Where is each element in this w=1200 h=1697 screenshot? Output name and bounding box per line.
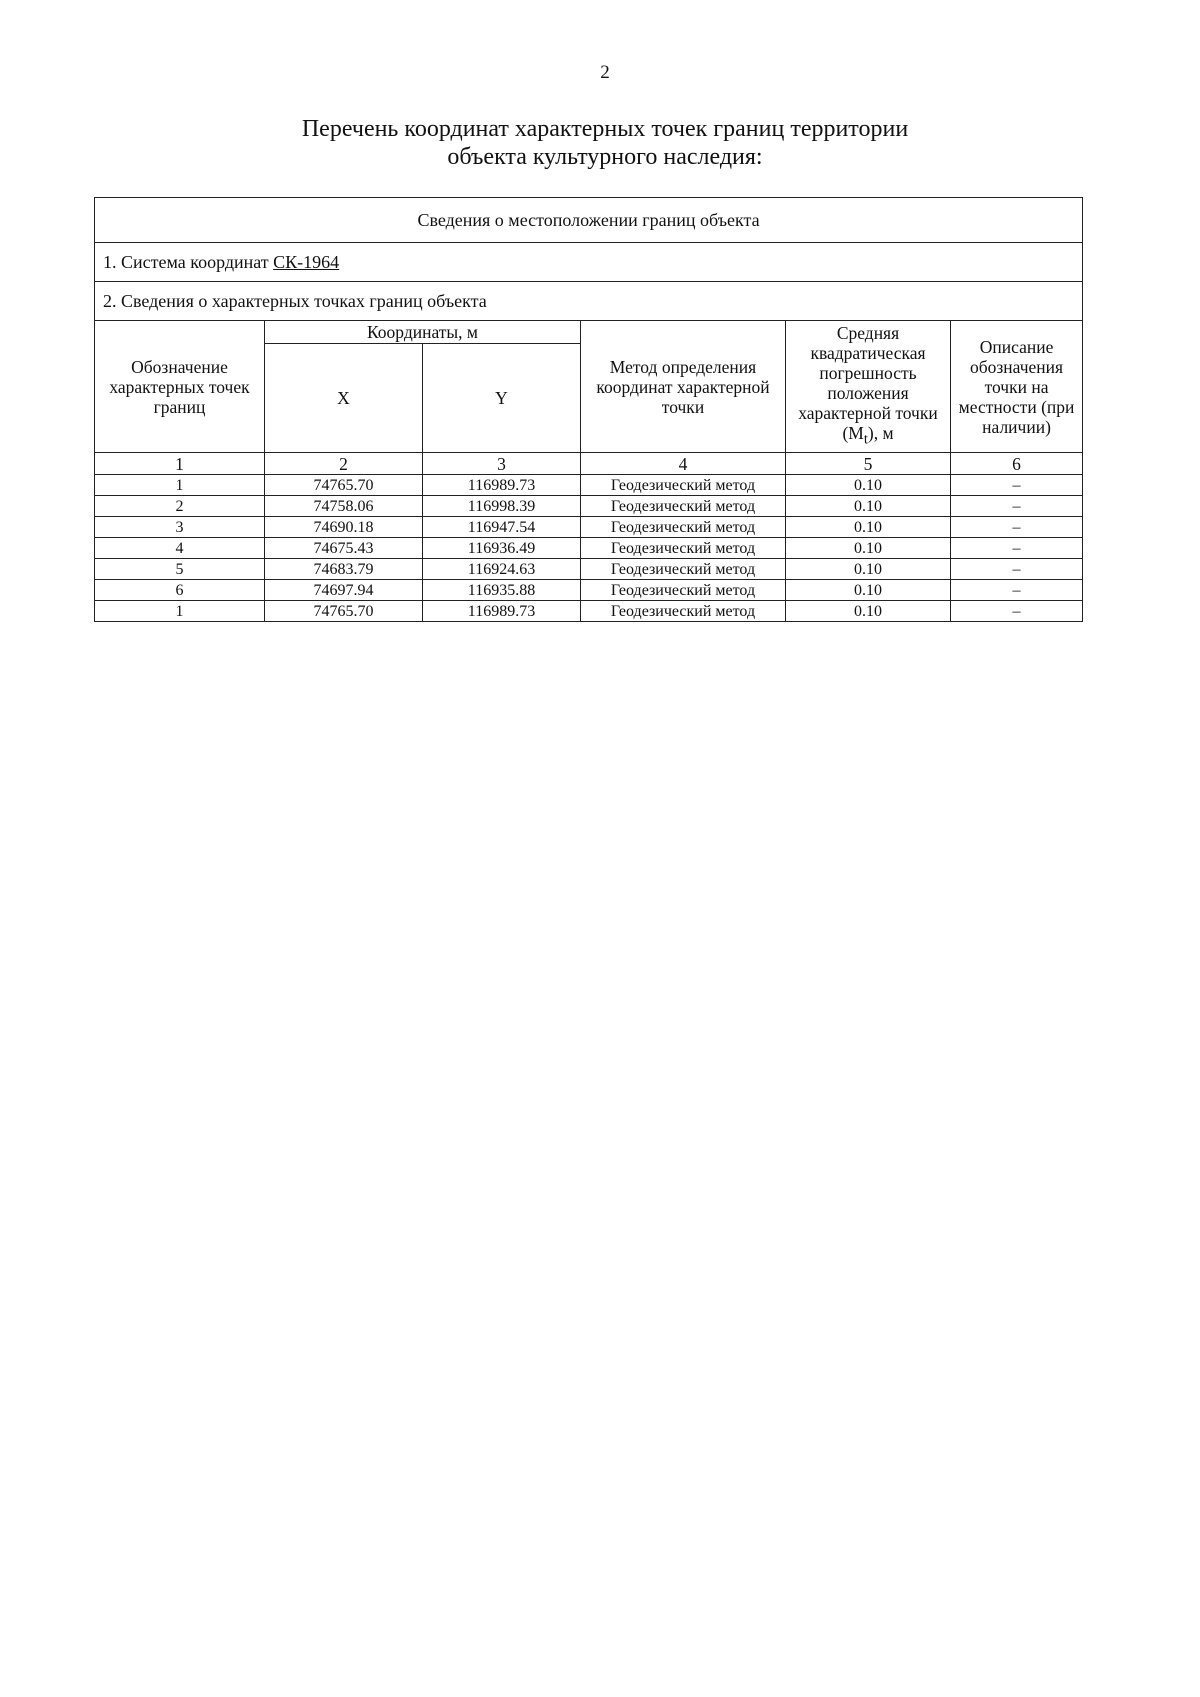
table-row [95, 475, 1083, 496]
cell-point: 3 [95, 517, 265, 538]
cell-method: Геодезический метод [581, 517, 786, 538]
table-row [95, 601, 1083, 622]
cell-point: 4 [95, 538, 265, 559]
cell-x: 74697.94 [265, 580, 423, 601]
table-row [95, 559, 1083, 580]
table-row [95, 538, 1083, 559]
cell-error: 0.10 [786, 580, 951, 601]
cell-description: – [951, 496, 1083, 517]
cell-y: 116936.49 [423, 538, 581, 559]
cell-error: 0.10 [786, 559, 951, 580]
cell-y: 116989.73 [423, 601, 581, 622]
cell-x: 74690.18 [265, 517, 423, 538]
cell-point: 1 [95, 601, 265, 622]
header-description: Описание обозначения точки на местности (при наличии) [951, 321, 1083, 453]
header-y: Y [423, 344, 581, 453]
header-error-suffix: ), м [867, 423, 894, 444]
coordinate-system-value: СК-1964 [273, 252, 340, 272]
cell-error: 0.10 [786, 496, 951, 517]
column-number-4: 4 [581, 453, 786, 475]
cell-y: 116989.73 [423, 475, 581, 496]
cell-description: – [951, 601, 1083, 622]
cell-x: 74758.06 [265, 496, 423, 517]
header-error-sub: t [863, 431, 868, 448]
column-number-6: 6 [951, 453, 1083, 475]
table-row [95, 517, 1083, 538]
cell-error: 0.10 [786, 517, 951, 538]
header-error [786, 321, 951, 453]
header-error-prefix: Средняя квадратическая погрешность положения характерной точки (M [798, 323, 938, 444]
cell-x: 74683.79 [265, 559, 423, 580]
title-line-1: Перечень координат характерных точек границ территории [301, 116, 909, 142]
cell-y: 116935.88 [423, 580, 581, 601]
points-section-heading: 2. Сведения о характерных точках границ объекта [95, 282, 1083, 321]
document-title [0, 115, 1200, 171]
header-x: X [265, 344, 423, 453]
cell-x: 74675.43 [265, 538, 423, 559]
page-number: 2 [600, 62, 610, 83]
table-caption: Сведения о местоположении границ объекта [95, 198, 1083, 243]
cell-description: – [951, 517, 1083, 538]
cell-method: Геодезический метод [581, 601, 786, 622]
cell-point: 2 [95, 496, 265, 517]
cell-error: 0.10 [786, 538, 951, 559]
cell-description: – [951, 538, 1083, 559]
coordinate-system-label: 1. Система координат [103, 252, 274, 272]
cell-y: 116924.63 [423, 559, 581, 580]
cell-method: Геодезический метод [581, 559, 786, 580]
coordinates-table [94, 197, 1083, 622]
cell-description: – [951, 475, 1083, 496]
title-line-2: объекта культурного наследия: [447, 144, 763, 170]
cell-point: 5 [95, 559, 265, 580]
cell-method: Геодезический метод [581, 475, 786, 496]
cell-description: – [951, 559, 1083, 580]
cell-x: 74765.70 [265, 601, 423, 622]
cell-method: Геодезический метод [581, 580, 786, 601]
cell-point: 6 [95, 580, 265, 601]
cell-method: Геодезический метод [581, 538, 786, 559]
header-coordinates: Координаты, м [265, 321, 581, 344]
column-number-5: 5 [786, 453, 951, 475]
cell-method: Геодезический метод [581, 496, 786, 517]
cell-point: 1 [95, 475, 265, 496]
column-number-2: 2 [265, 453, 423, 475]
table-row [95, 580, 1083, 601]
column-number-1: 1 [95, 453, 265, 475]
cell-error: 0.10 [786, 601, 951, 622]
header-point-designation: Обозначение характерных точек границ [95, 321, 265, 453]
table-row [95, 496, 1083, 517]
column-number-3: 3 [423, 453, 581, 475]
header-method: Метод определения координат характерной точки [581, 321, 786, 453]
cell-description: – [951, 580, 1083, 601]
cell-error: 0.10 [786, 475, 951, 496]
cell-x: 74765.70 [265, 475, 423, 496]
cell-y: 116998.39 [423, 496, 581, 517]
coordinate-system-row [95, 243, 1083, 282]
cell-y: 116947.54 [423, 517, 581, 538]
